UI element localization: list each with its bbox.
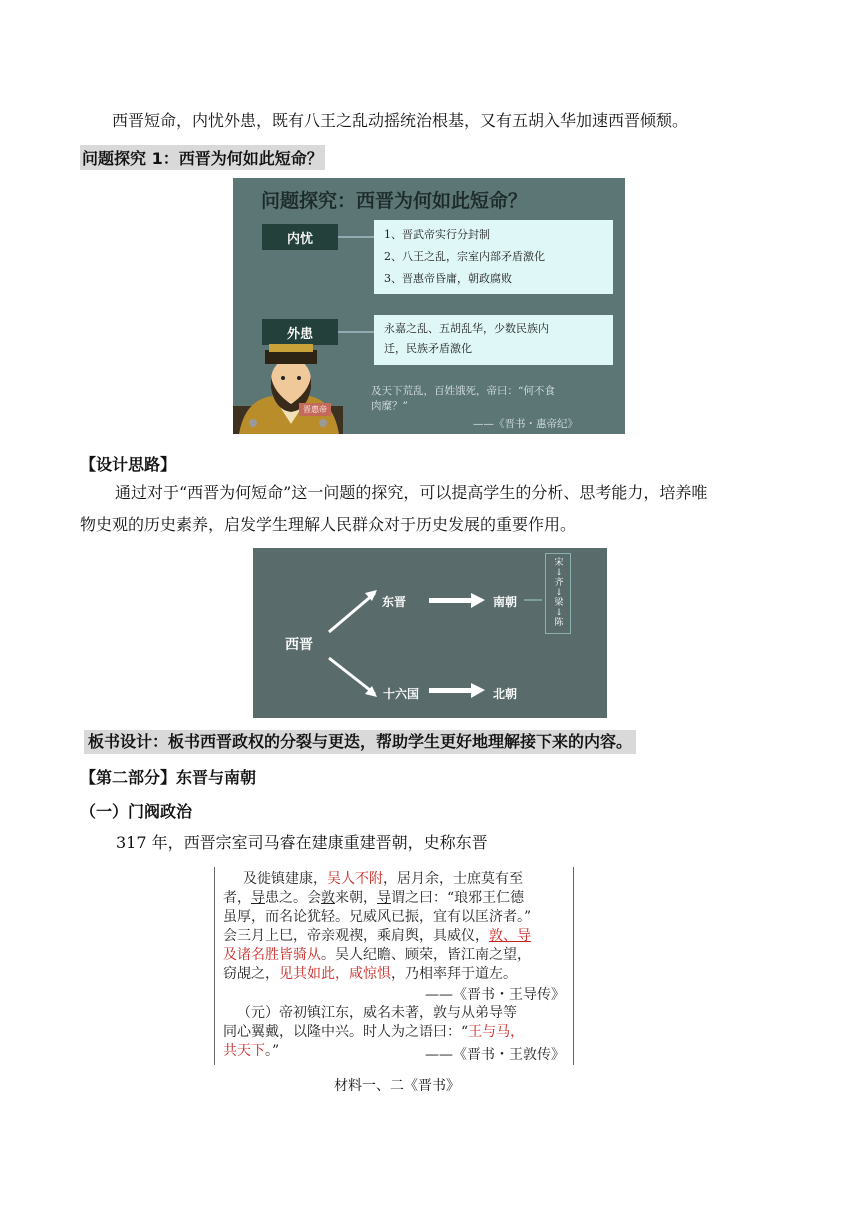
internal-causes-box — [374, 220, 613, 294]
source-excerpt — [214, 867, 574, 1065]
quote-line-1: 及天下荒乱，百姓饿死，帝曰：“何不食 — [371, 385, 555, 397]
excerpt-line-4: 会三月上巳，帝亲观禊，乘肩舆，具威仪，敦、导 — [223, 928, 531, 944]
excerpt-line-5: 及诸名胜皆骑从。吴人纪瞻、顾荣，皆江南之望， — [223, 947, 531, 963]
down-arrow-icon: ↓ — [555, 568, 563, 578]
excerpt-line-7: （元）帝初镇江东，威名未著，敦与从弟导等 — [237, 1005, 517, 1021]
slide-dynasty-succession — [253, 548, 607, 718]
external-causes-box — [374, 315, 613, 365]
excerpt-line-1: 及徙镇建康，吴人不附，居月余，士庶莫有至 — [243, 871, 523, 887]
node-western-jin: 西晋 — [285, 637, 313, 653]
internal-item-3: 3、晋惠帝昏庸，朝政腐败 — [384, 272, 512, 285]
excerpt-source-1: ——《晋书・王导传》 — [425, 987, 565, 1003]
excerpt-line-2: 者，导患之。会敦来朝，导谓之曰：“琅邪王仁德 — [223, 890, 525, 906]
internal-connector — [338, 218, 378, 288]
design-heading: 【设计思路】 — [80, 455, 177, 474]
dynasty-liang: 梁 — [554, 598, 564, 608]
external-label: 外患 — [262, 319, 338, 345]
quote-source: ——《晋书・惠帝纪》 — [473, 418, 578, 430]
down-arrow-icon: ↓ — [555, 588, 563, 598]
excerpt-line-9: 共天下。” — [223, 1043, 280, 1059]
slide-why-short-lived — [233, 178, 625, 434]
excerpt-line-3: 虽厚，而名论犹轻。兄威风已振，宜有以匡济者。” — [223, 909, 532, 925]
dynasty-qi: 齐 — [554, 578, 564, 588]
external-line-1: 永嘉之乱、五胡乱华，少数民族内 — [384, 322, 549, 335]
quote-line-2: 肉糜？” — [371, 400, 408, 412]
external-connector — [338, 318, 378, 348]
excerpt-line-8: 同心翼戴，以隆中兴。时人为之语曰：“王与马， — [223, 1024, 525, 1040]
dynasty-chen: 陈 — [554, 618, 564, 628]
gentry-politics-heading: （一）门阀政治 — [80, 802, 193, 821]
excerpt-line-6: 窃覘之，见其如此，咸惊惧，乃相率拜于道左。 — [223, 966, 517, 982]
emperor-quote — [371, 384, 611, 414]
question-heading: 问题探究 1：西晋为何如此短命？ — [80, 145, 325, 170]
internal-label: 内忧 — [262, 224, 338, 250]
design-paragraph-line-1: 通过对于“西晋为何短命”这一问题的探究，可以提高学生的分析、思考能力，培养唯 — [115, 483, 708, 502]
node-northern-dynasties: 北朝 — [493, 687, 518, 701]
slide-title: 问题探究：西晋为何如此短命？ — [261, 190, 528, 212]
year-317-paragraph: 317 年，西晋宗室司马睿在建康重建晋朝，史称东晋 — [116, 833, 488, 852]
node-eastern-jin: 东晋 — [382, 595, 407, 609]
part-two-heading: 【第二部分】东晋与南朝 — [80, 768, 257, 787]
materials-caption: 材料一、二《晋书》 — [334, 1078, 460, 1094]
emperor-portrait-image — [233, 344, 343, 434]
design-paragraph-line-2: 物史观的历史素养，启发学生理解人民群众对于历史发展的重要作用。 — [80, 515, 577, 534]
emperor-caption: 晋惠帝 — [299, 403, 331, 416]
excerpt-source-2: ——《晋书・王敦传》 — [425, 1047, 565, 1063]
external-line-2: 迁，民族矛盾激化 — [384, 342, 472, 355]
board-design-text: 板书设计：板书西晋政权的分裂与更迭，帮助学生更好地理解接下来的内容。 — [88, 732, 633, 751]
node-southern-dynasties: 南朝 — [493, 595, 518, 609]
internal-item-2: 2、八王之乱，宗室内部矛盾激化 — [384, 250, 545, 263]
down-arrow-icon: ↓ — [555, 608, 563, 618]
intro-paragraph: 西晋短命，内忧外患，既有八王之乱动摇统治根基，又有五胡入华加速西晋倾颓。 — [112, 111, 689, 130]
board-design-note — [84, 730, 636, 754]
southern-dynasties-list — [545, 553, 571, 634]
dynasty-song: 宋 — [554, 558, 564, 568]
node-sixteen-kingdoms: 十六国 — [383, 687, 420, 701]
internal-item-1: 1、晋武帝实行分封制 — [384, 228, 490, 241]
